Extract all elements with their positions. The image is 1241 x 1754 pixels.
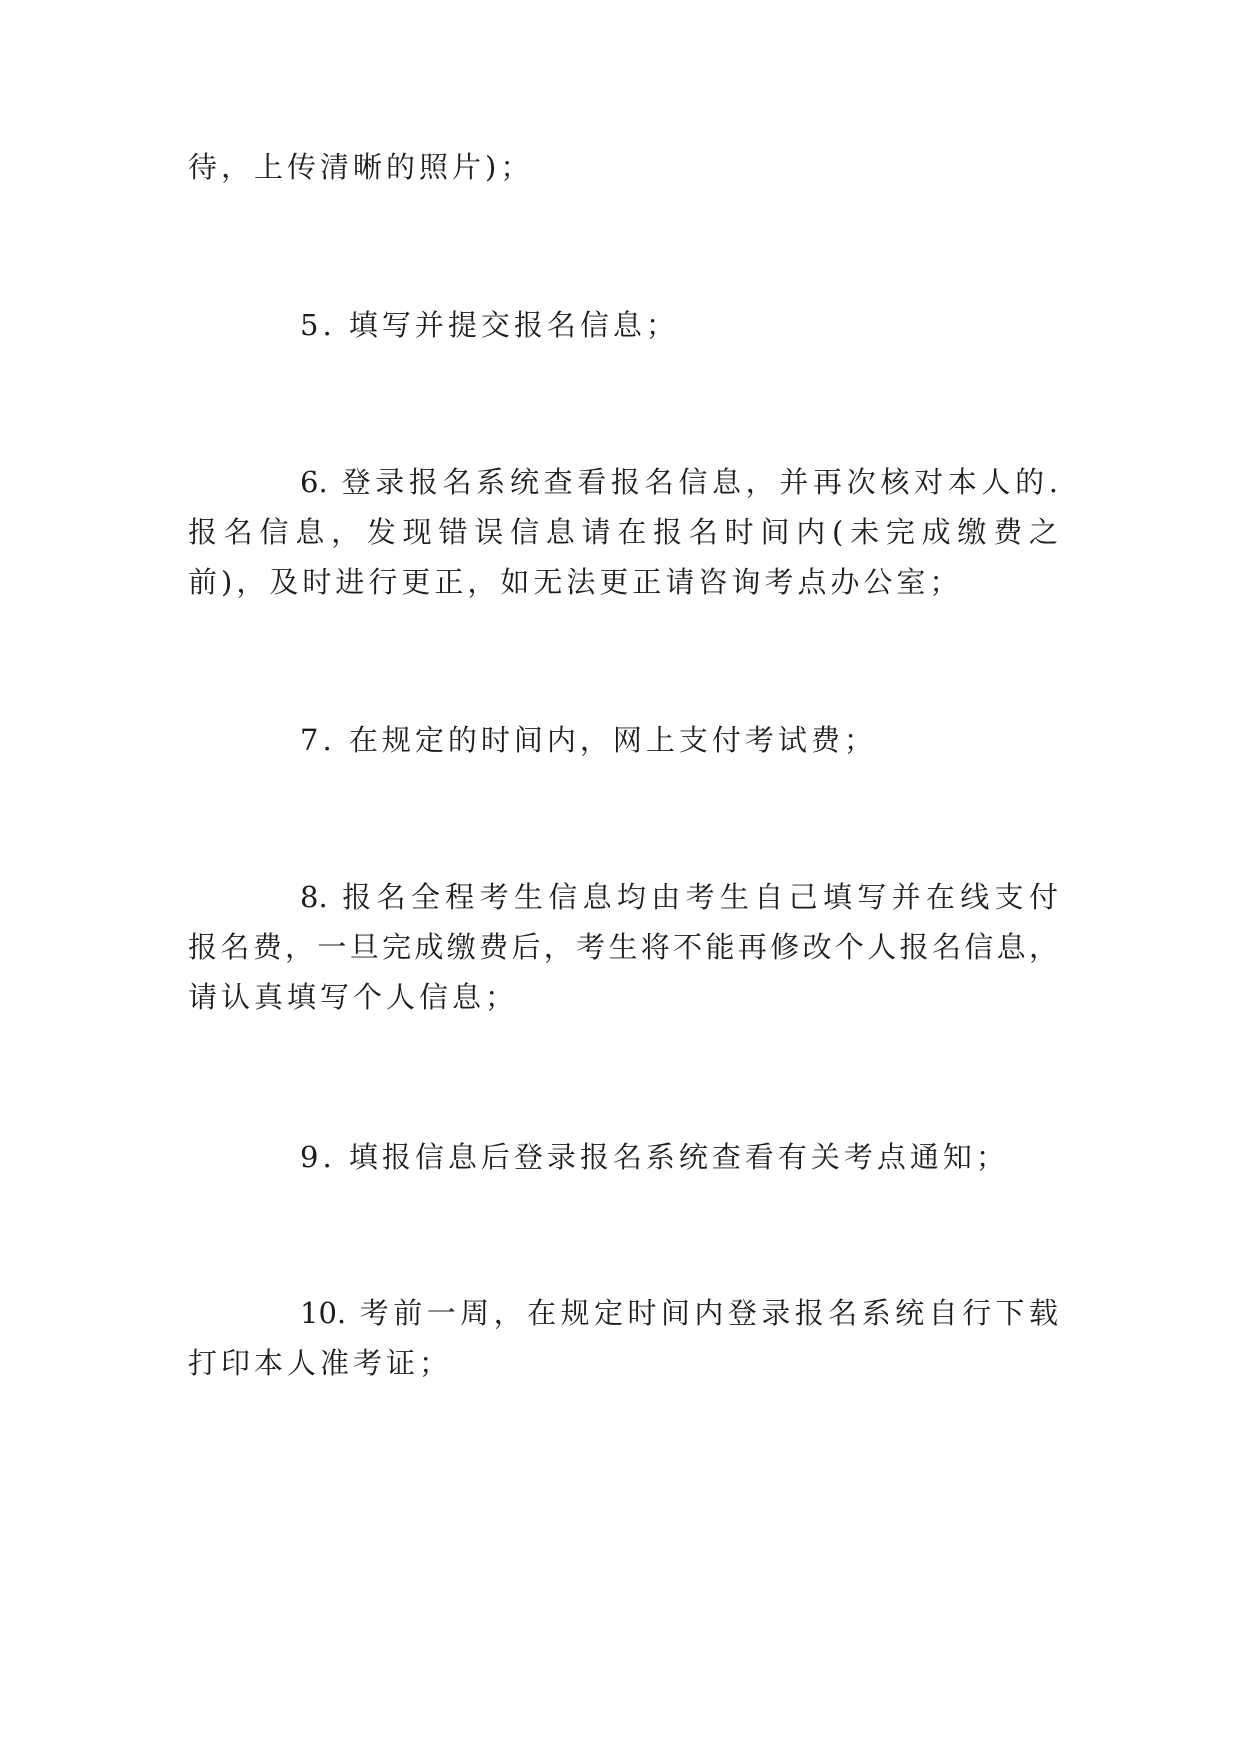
paragraph-10-line-1: 10. 考前一周，在规定时间内登录报名系统自行下载 [300, 1296, 1058, 1330]
paragraph-8-line-1: 8. 报名全程考生信息均由考生自己填写并在线支付 [300, 880, 1058, 914]
paragraph-7-line-1: 7. 在规定的时间内，网上支付考试费； [300, 723, 877, 757]
paragraph-6-line-2: 报名信息，发现错误信息请在报名时间内(未完成缴费之 [188, 515, 1058, 549]
paragraph-6-line-1: 6. 登录报名系统查看报名信息，并再次核对本人的. [300, 465, 1058, 499]
paragraph-5-line-1: 5. 填写并提交报名信息； [300, 308, 679, 342]
paragraph-continuation-line-1: 待，上传清晰的照片)； [188, 150, 534, 184]
paragraph-8-line-3: 请认真填写个人信息； [188, 980, 519, 1014]
paragraph-8-line-2: 报名费，一旦完成缴费后，考生将不能再修改个人报名信息， [188, 930, 1058, 964]
paragraph-6-line-3: 前)，及时进行更正，如无法更正请咨询考点办公室； [188, 565, 963, 599]
paragraph-10-line-2: 打印本人准考证； [188, 1346, 453, 1380]
paragraph-9-line-1: 9. 填报信息后登录报名系统查看有关考点通知； [300, 1140, 1009, 1174]
